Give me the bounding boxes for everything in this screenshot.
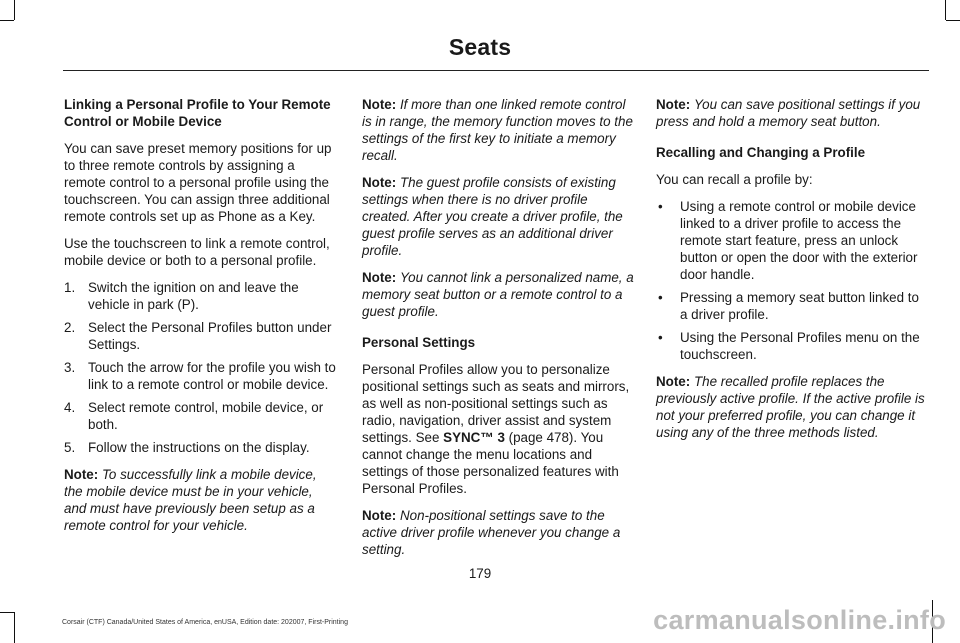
note-text: The guest profile consists of existing settings when there is no driver profile created. After you create a driver profile, the guest profile serves as an additional driver profile.: [362, 175, 623, 258]
step-number: 2.: [64, 320, 76, 335]
step-number: 4.: [64, 400, 76, 415]
page-reference: (page 478).: [504, 430, 578, 445]
note-label: Note:: [362, 175, 397, 190]
sync-reference-link[interactable]: SYNC™ 3: [443, 430, 505, 445]
crop-mark: [0, 612, 14, 613]
list-item: [656, 329, 928, 363]
footer-edition-info: Corsair (CTF) Canada/United States of America, enUSA, Edition date: 202007, First-Printing: [62, 619, 348, 626]
note-text: Non-positional settings save to the active driver profile whenever you change a setting.: [362, 508, 621, 557]
list-item: [64, 279, 336, 313]
note-label: Note:: [362, 97, 397, 112]
bullet-text: Using the Personal Profiles menu on the touchscreen.: [680, 330, 920, 362]
bullet-list: [656, 198, 928, 363]
note: [656, 96, 928, 130]
note-text: To successfully link a mobile device, the mobile device must be in your vehicle, and must have previously been setup as a remote control for your vehicle.: [64, 467, 317, 533]
step-number: 5.: [64, 440, 76, 455]
section-heading: Linking a Personal Profile to Your Remote Control or Mobile Device: [64, 97, 331, 129]
note: [656, 373, 928, 441]
crop-mark: [14, 612, 15, 643]
page-number: 179: [468, 566, 492, 581]
note-label: Note:: [656, 374, 691, 389]
note-text: You can save positional settings if you press and hold a memory seat button.: [656, 97, 921, 129]
steps-list: [64, 279, 336, 456]
step-number: 1.: [64, 280, 76, 295]
note: [362, 174, 634, 259]
watermark: carmanualsonline.info: [653, 605, 946, 635]
note-text: You cannot link a personalized name, a memory seat button or a remote control to a guest profile.: [362, 270, 634, 319]
note-label: Note:: [362, 270, 397, 285]
crop-mark: [946, 20, 960, 21]
note: [362, 96, 634, 164]
bullet-icon: •: [658, 330, 663, 345]
section-heading: Recalling and Changing a Profile: [656, 145, 866, 160]
list-item: [64, 399, 336, 433]
step-text: Touch the arrow for the profile you wish to link to a remote control or mobile device.: [88, 360, 336, 392]
list-item: [656, 198, 928, 283]
note: [362, 269, 634, 320]
column-left: [64, 96, 336, 544]
paragraph-text: You cannot change the menu locations and settings of those personalized features with Personal Profiles.: [362, 430, 619, 496]
list-item: [64, 319, 336, 353]
note: [362, 507, 634, 558]
step-number: 3.: [64, 360, 76, 375]
note-text: If more than one linked remote control is in range, the memory function moves to the settings of the first key to initiate a memory recall.: [362, 97, 633, 163]
note-text: The recalled profile replaces the previously active profile. If the active profile is not your preferred profile, you can change it using any of the three methods listed.: [656, 374, 925, 440]
note-label: Note:: [362, 508, 397, 523]
bullet-text: Using a remote control or mobile device linked to a driver profile to access the remote start feature, press an unlock button or open the door with the exterior door handle.: [680, 199, 918, 282]
crop-mark: [945, 0, 946, 20]
note-label: Note:: [656, 97, 691, 112]
bullet-icon: •: [658, 290, 663, 305]
page-title: Seats: [448, 34, 512, 60]
section-heading: Personal Settings: [362, 335, 476, 350]
list-item: [656, 289, 928, 323]
paragraph: You can save preset memory positions for up to three remote controls by assigning a remote control to a personal profile using the touchscreen. You can assign three additional remote controls set up as Phone as a Key.: [64, 141, 332, 224]
column-right: [656, 96, 928, 451]
paragraph-text: Personal Profiles allow you to personalize positional settings such as seats and mirrors, as well as non-positional settings such as radio, navigation, driver assist and system settings. See: [362, 362, 630, 445]
note-label: Note:: [64, 467, 99, 482]
column-middle: [362, 96, 634, 568]
note: [64, 466, 336, 534]
list-item: [64, 359, 336, 393]
crop-mark: [14, 0, 15, 20]
step-text: Follow the instructions on the display.: [88, 440, 310, 455]
crop-mark: [0, 20, 14, 21]
step-text: Switch the ignition on and leave the vehicle in park (P).: [88, 280, 299, 312]
paragraph: Use the touchscreen to link a remote control, mobile device or both to a personal profile.: [64, 236, 330, 268]
bullet-icon: •: [658, 199, 663, 214]
bullet-text: Pressing a memory seat button linked to a driver profile.: [680, 290, 919, 322]
step-text: Select the Personal Profiles button under Settings.: [88, 320, 332, 352]
list-item: [64, 439, 336, 456]
paragraph: [362, 361, 634, 497]
paragraph: You can recall a profile by:: [656, 172, 813, 187]
step-text: Select remote control, mobile device, or both.: [88, 400, 324, 432]
header-rule: [63, 70, 929, 71]
